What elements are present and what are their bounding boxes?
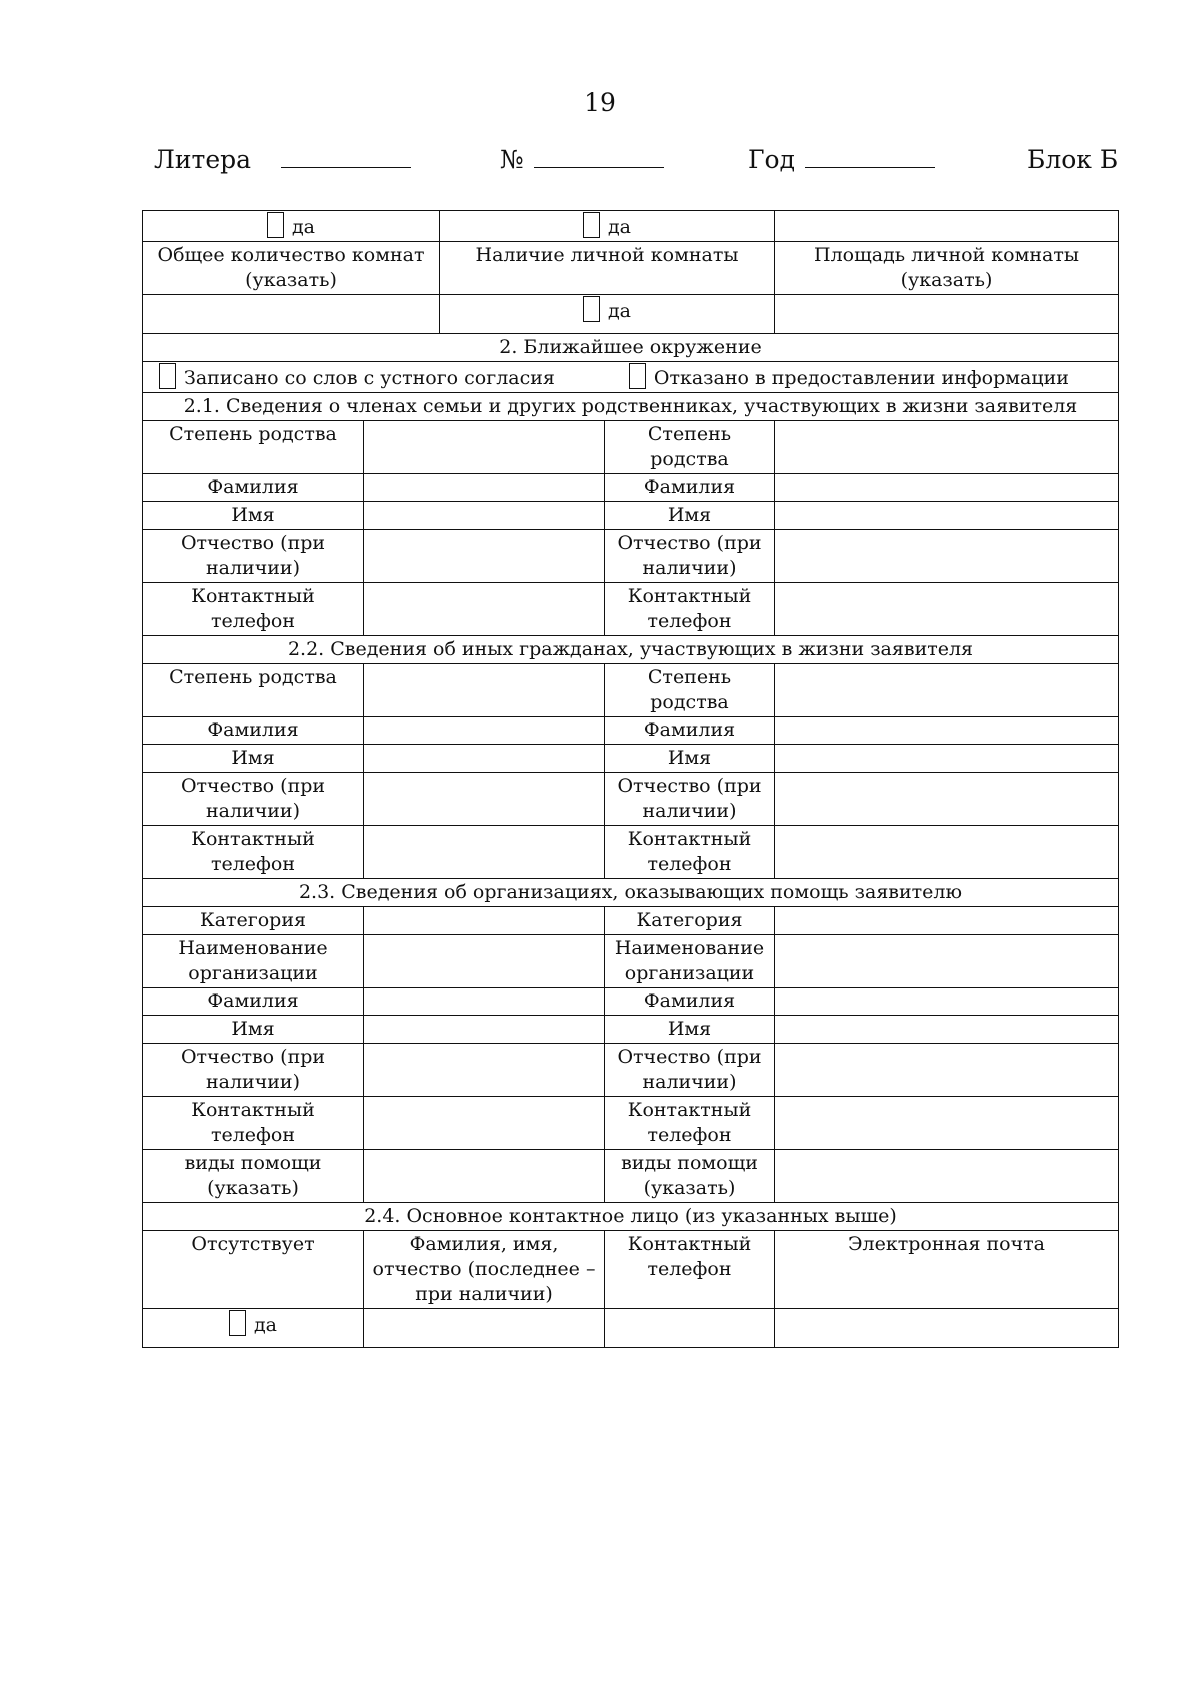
section-2-1-row	[143, 502, 1119, 530]
field-value[interactable]	[364, 474, 605, 502]
field-label: Имя	[605, 745, 775, 773]
rooms-value-row	[143, 295, 1119, 334]
total-rooms-yes	[143, 211, 440, 242]
field-value[interactable]	[775, 530, 1119, 583]
section-2-title-row	[143, 334, 1119, 362]
field-value[interactable]	[775, 421, 1119, 474]
field-value[interactable]	[364, 935, 605, 988]
field-label: Отчество (при наличии)	[143, 773, 364, 826]
number-label: №	[500, 145, 524, 174]
checkbox[interactable]	[229, 1310, 246, 1336]
section-2-1-row	[143, 474, 1119, 502]
field-value[interactable]	[775, 1150, 1119, 1203]
section-2-4-value-row	[143, 1309, 1119, 1348]
field-value[interactable]	[775, 474, 1119, 502]
total-rooms-label: Общее количество комнат (указать)	[143, 242, 440, 295]
yes-label: да	[291, 216, 316, 238]
field-label: Контактный телефон	[605, 583, 775, 636]
recorded-verbal-label: Записано со слов с устного согласия	[184, 367, 555, 389]
field-value[interactable]	[775, 1016, 1119, 1044]
section-2-3-row	[143, 1016, 1119, 1044]
section-2-2-row	[143, 717, 1119, 745]
field-label: Контактный телефон	[605, 826, 775, 879]
phone-header: Контактный телефон	[605, 1231, 775, 1309]
field-value[interactable]	[775, 717, 1119, 745]
field-label: Отчество (при наличии)	[143, 530, 364, 583]
yes-label: да	[607, 216, 632, 238]
section-2-2-row	[143, 664, 1119, 717]
checkbox[interactable]	[583, 212, 600, 238]
field-label: Фамилия	[605, 474, 775, 502]
section-2-3-title-row	[143, 879, 1119, 907]
form-table	[142, 210, 1119, 1348]
field-label: Фамилия	[143, 474, 364, 502]
field-value[interactable]	[364, 1097, 605, 1150]
field-label: Фамилия	[605, 988, 775, 1016]
field-label: Наименование организации	[143, 935, 364, 988]
section-2-3-row	[143, 907, 1119, 935]
personal-room-area-value[interactable]	[775, 295, 1119, 334]
field-value[interactable]	[364, 826, 605, 879]
section-2-3-row	[143, 1044, 1119, 1097]
section-2-2-title: 2.2. Сведения об иных гражданах, участвующих в жизни заявителя	[143, 636, 1119, 664]
personal-room-value	[440, 295, 775, 334]
field-label: Контактный телефон	[143, 1097, 364, 1150]
field-label: Контактный телефон	[143, 826, 364, 879]
field-label: Степень родства	[143, 421, 364, 474]
field-label: Отчество (при наличии)	[605, 1044, 775, 1097]
field-label: виды помощи (указать)	[605, 1150, 775, 1203]
section-2-3-row	[143, 1150, 1119, 1203]
page-number: 19	[584, 88, 616, 117]
field-label: Имя	[605, 502, 775, 530]
field-value[interactable]	[775, 826, 1119, 879]
field-value[interactable]	[775, 745, 1119, 773]
section-2-3-row	[143, 988, 1119, 1016]
field-label: Степень родства	[605, 421, 775, 474]
section-2-2-title-row	[143, 636, 1119, 664]
personal-room-area-label: Площадь личной комнаты (указать)	[775, 242, 1119, 295]
section-2-1-title-row	[143, 393, 1119, 421]
refused-info-label: Отказано в предоставлении информации	[653, 367, 1069, 389]
phone-value[interactable]	[605, 1309, 775, 1348]
section-2-2-row	[143, 826, 1119, 879]
field-label: Отчество (при наличии)	[605, 530, 775, 583]
block-label: Блок Б	[1027, 145, 1119, 174]
section-2-3-title: 2.3. Сведения об организациях, оказывающих помощь заявителю	[143, 879, 1119, 907]
field-value[interactable]	[364, 1044, 605, 1097]
fio-header: Фамилия, имя, отчество (последнее – при наличии)	[364, 1231, 605, 1309]
field-value[interactable]	[775, 583, 1119, 636]
field-value[interactable]	[364, 988, 605, 1016]
checkbox[interactable]	[267, 212, 284, 238]
absent-value	[143, 1309, 364, 1348]
field-value[interactable]	[364, 583, 605, 636]
section-2-2-row	[143, 745, 1119, 773]
field-value[interactable]	[364, 664, 605, 717]
field-value[interactable]	[364, 502, 605, 530]
field-value[interactable]	[775, 907, 1119, 935]
checkbox-recorded-verbal[interactable]	[159, 363, 176, 389]
field-value[interactable]	[364, 1150, 605, 1203]
personal-room-label: Наличие личной комнаты	[440, 242, 775, 295]
field-label: Отчество (при наличии)	[143, 1044, 364, 1097]
fio-value[interactable]	[364, 1309, 605, 1348]
field-label: Контактный телефон	[143, 583, 364, 636]
field-label: Степень родства	[605, 664, 775, 717]
field-label: Наименование организации	[605, 935, 775, 988]
field-label: виды помощи (указать)	[143, 1150, 364, 1203]
field-value[interactable]	[775, 773, 1119, 826]
field-value[interactable]	[364, 1016, 605, 1044]
yes-label: да	[253, 1314, 278, 1336]
personal-room-yes	[440, 211, 775, 242]
field-label: Фамилия	[605, 717, 775, 745]
field-label: Фамилия	[143, 988, 364, 1016]
section-2-1-row	[143, 421, 1119, 474]
consent-options	[143, 362, 1119, 393]
section-2-3-row	[143, 935, 1119, 988]
absent-header: Отсутствует	[143, 1231, 364, 1309]
field-value[interactable]	[364, 717, 605, 745]
number-field	[500, 145, 664, 174]
year-field	[748, 145, 935, 174]
section-2-4-header-row	[143, 1231, 1119, 1309]
consent-row	[143, 362, 1119, 393]
section-2-1-row	[143, 583, 1119, 636]
litera-input[interactable]	[281, 145, 411, 168]
number-input[interactable]	[534, 145, 664, 168]
field-label: Имя	[143, 1016, 364, 1044]
section-2-4-title-row	[143, 1203, 1119, 1231]
field-value[interactable]	[775, 502, 1119, 530]
field-label: Имя	[143, 745, 364, 773]
litera-label: Литера	[154, 145, 252, 174]
field-value[interactable]	[775, 988, 1119, 1016]
personal-room-area-top-cell[interactable]	[775, 211, 1119, 242]
field-value[interactable]	[775, 664, 1119, 717]
field-label: Категория	[605, 907, 775, 935]
checkbox[interactable]	[583, 296, 600, 322]
field-value[interactable]	[364, 907, 605, 935]
year-label: Год	[748, 145, 795, 174]
field-label: Степень родства	[143, 664, 364, 717]
field-label: Имя	[605, 1016, 775, 1044]
section-2-2-row	[143, 773, 1119, 826]
total-rooms-value[interactable]	[143, 295, 440, 334]
field-value[interactable]	[775, 935, 1119, 988]
email-value[interactable]	[775, 1309, 1119, 1348]
year-input[interactable]	[805, 145, 935, 168]
field-label: Контактный телефон	[605, 1097, 775, 1150]
section-2-3-row	[143, 1097, 1119, 1150]
email-header: Электронная почта	[775, 1231, 1119, 1309]
litera-field	[154, 145, 411, 174]
section-2-1-row	[143, 530, 1119, 583]
field-value[interactable]	[364, 421, 605, 474]
yes-label: да	[607, 300, 632, 322]
field-value[interactable]	[775, 1097, 1119, 1150]
field-value[interactable]	[364, 773, 605, 826]
field-label: Категория	[143, 907, 364, 935]
field-label: Фамилия	[143, 717, 364, 745]
section-2-4-title: 2.4. Основное контактное лицо (из указанных выше)	[143, 1203, 1119, 1231]
field-value[interactable]	[364, 530, 605, 583]
field-value[interactable]	[364, 745, 605, 773]
field-label: Отчество (при наличии)	[605, 773, 775, 826]
field-label: Имя	[143, 502, 364, 530]
section-2-1-title: 2.1. Сведения о членах семьи и других родственниках, участвующих в жизни заявителя	[143, 393, 1119, 421]
field-value[interactable]	[775, 1044, 1119, 1097]
section-2-title: 2. Ближайшее окружение	[143, 334, 1119, 362]
rooms-checkbox-row	[143, 211, 1119, 242]
checkbox-refused-info[interactable]	[629, 363, 646, 389]
rooms-header-row	[143, 242, 1119, 295]
